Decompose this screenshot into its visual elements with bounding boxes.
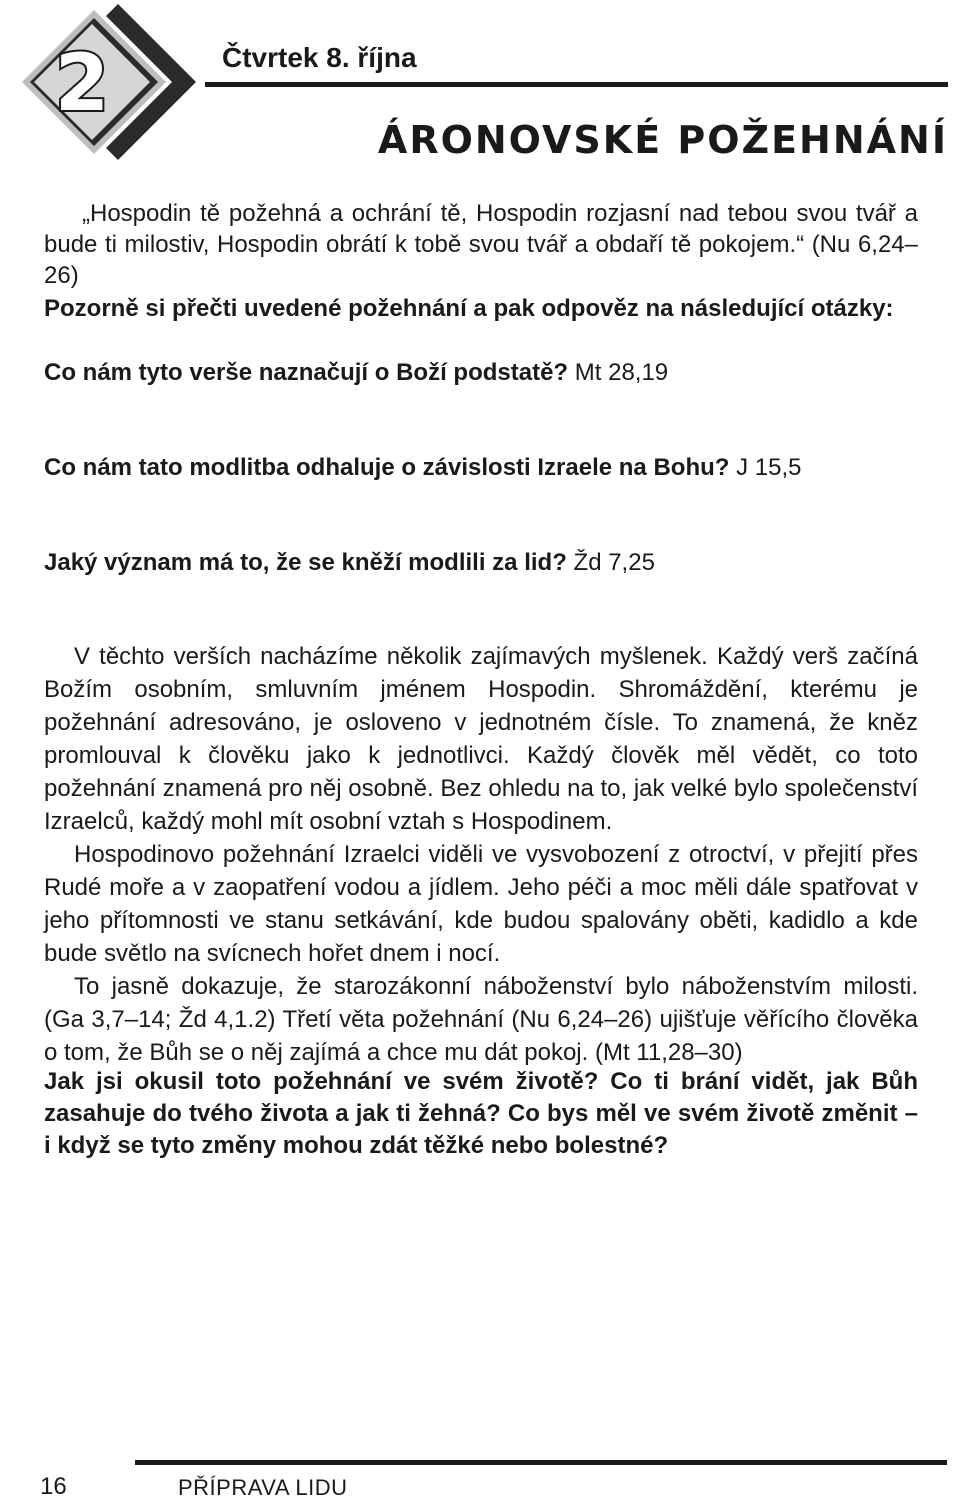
lesson-title: ÁRONOVSKÉ POŽEHNÁNÍ <box>377 118 948 162</box>
header-rule <box>205 82 948 87</box>
day-label: Čtvrtek 8. října <box>222 42 417 73</box>
lesson-number: 2 <box>54 39 110 129</box>
question-instruction <box>44 293 918 324</box>
opening-quote: „Hospodin tě požehná a ochrání tě, Hospodin rozjasní nad tebou svou tvář a bude ti milostiv, Hospodin obrátí k tobě svou tvář a obdaří tě pokojem.“ (Nu 6,24–26) <box>44 200 918 289</box>
question-reference: Mt 28,19 <box>568 359 669 386</box>
question-text: Co nám tato modlitba odhaluje o závislosti Izraele na Bohu? <box>44 454 730 481</box>
question-text: Jaký význam má to, že se kněží modlili za lid? <box>44 549 567 576</box>
question-3 <box>44 547 918 578</box>
body-paragraph: Hospodinovo požehnání Izraelci viděli ve vysvobození z otroctví, v přejití přes Rudé moře a v zaopatření vodou a jídlem. Jeho péči a moc měli dále spatřovat v jeho přítomnosti ve stanu setkávání, kde budou spalovány oběti, kadidlo a kde bude světlo na svícnech hořet dnem i nocí. <box>44 841 918 967</box>
question-text: Pozorně si přečti uvedené požehnání a pak odpověz na následující otázky: <box>44 295 894 322</box>
reflection-question: Jak jsi okusil toto požehnání ve svém životě? Co ti brání vidět, jak Bůh zasahuje do tvého života a jak ti žehná? Co bys měl ve svém životě změnit – i když se tyto změny mohou zdát těžké nebo bolestné? <box>44 1068 918 1159</box>
question-reference: J 15,5 <box>729 454 802 481</box>
footer-rule <box>135 1460 947 1465</box>
question-text: Co nám tyto verše naznačují o Boží podstatě? <box>44 359 569 386</box>
publication-name: PŘÍPRAVA LIDU <box>178 1475 348 1500</box>
question-reference: Žd 7,25 <box>566 549 655 576</box>
lesson-number-badge <box>0 0 200 170</box>
body-text <box>44 640 918 1069</box>
page-number: 16 <box>40 1473 67 1500</box>
body-paragraph: V těchto verších nacházíme několik zajímavých myšlenek. Každý verš začíná Božím osobním, smluvním jménem Hospodin. Shromáždění, kterému je požehnání adresováno, je osloveno v jednotném čísle. To znamená, že kněz promlouval k člověku jako k jednotlivci. Každý člověk měl vědět, co toto požehnání znamená pro něj osobně. Bez ohledu na to, jak velké bylo společenství Izraelců, každý mohl mít osobní vztah s Hospodinem. <box>44 643 918 835</box>
question-1 <box>44 357 918 388</box>
question-2 <box>44 452 918 483</box>
body-paragraph: To jasně dokazuje, že starozákonní náboženství bylo náboženstvím milosti. (Ga 3,7–14; Žd 4,1.2) Třetí věta požehnání (Nu 6,24–26) ujišťuje věřícího člověka o tom, že Bůh se o něj zajímá a chce mu dát pokoj. (Mt 11,28–30) <box>44 973 918 1066</box>
